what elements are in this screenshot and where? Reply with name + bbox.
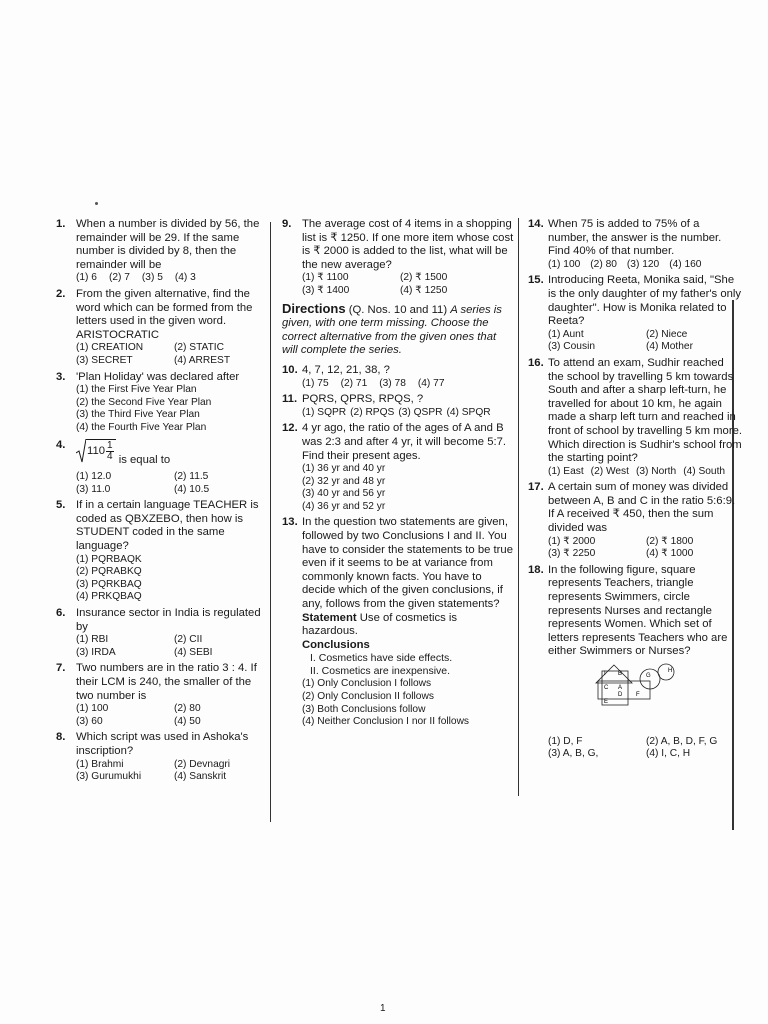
option-4[interactable]: (4) 160 xyxy=(669,258,702,270)
options xyxy=(76,703,262,728)
option-2[interactable]: (2) 71 xyxy=(340,377,368,389)
option-3[interactable]: (3) A, B, G, xyxy=(548,748,599,760)
option-2[interactable]: (2) PQRABKQ xyxy=(76,566,142,578)
question-number: 15. xyxy=(528,274,544,287)
question-text: 'Plan Holiday' was declared after xyxy=(76,370,240,383)
question-11 xyxy=(282,393,514,419)
question-7 xyxy=(56,662,262,728)
question-text: When a number is divided by 56, the remainder will be 29. If the same number is divided by 8, then the remainder will be xyxy=(76,218,260,271)
option-4[interactable]: (4) the Fourth Five Year Plan xyxy=(76,421,207,433)
option-1[interactable]: (1) 100 xyxy=(76,703,109,715)
question-number: 14. xyxy=(528,218,544,230)
option-3[interactable]: (3) Cousin xyxy=(548,341,595,353)
statement-text: Use of cosmetics is hazardous. xyxy=(302,611,458,638)
option-2[interactable]: (2) 80 xyxy=(590,258,617,270)
question-10 xyxy=(282,364,514,390)
radicand xyxy=(86,439,116,462)
option-1[interactable]: (1) SQPR xyxy=(302,406,347,418)
figure-label: D xyxy=(618,692,623,698)
speck xyxy=(95,202,98,205)
option-1[interactable]: (1) PQRBAQK xyxy=(76,553,142,565)
options xyxy=(548,736,742,761)
option-2[interactable]: (2) A, B, D, F, G xyxy=(646,735,718,747)
option-4[interactable]: (4) SEBI xyxy=(174,646,213,658)
question-13 xyxy=(282,516,514,728)
question-8 xyxy=(56,731,262,783)
option-3[interactable]: (3) 11.0 xyxy=(76,483,111,495)
figure-label: B xyxy=(618,671,623,677)
question-4 xyxy=(56,439,262,497)
column-1 xyxy=(56,218,262,787)
question-number: 18. xyxy=(528,563,544,576)
question-2 xyxy=(56,288,262,368)
options xyxy=(302,463,514,513)
directions-block xyxy=(282,302,514,358)
option-3[interactable]: (3) Both Conclusions follow xyxy=(302,703,426,715)
option-4[interactable]: (4) ₹ 1250 xyxy=(400,284,448,296)
option-3[interactable]: (3) 5 xyxy=(141,272,163,284)
question-14 xyxy=(528,218,742,271)
question-number: 10. xyxy=(282,363,298,376)
options xyxy=(548,466,742,479)
question-text: is equal to xyxy=(118,453,171,466)
option-4[interactable]: (4) 3 xyxy=(174,272,196,284)
options xyxy=(548,259,742,272)
option-4[interactable]: (4) SPQR xyxy=(446,406,491,418)
question-text: Which script was used in Ashoka's inscription? xyxy=(76,731,249,757)
question-15 xyxy=(528,274,742,354)
column-divider xyxy=(518,218,519,796)
question-9 xyxy=(282,218,514,298)
question-expression xyxy=(76,439,262,468)
option-1[interactable]: (1) D, F xyxy=(548,735,583,747)
options xyxy=(302,407,514,420)
option-2[interactable]: (2) ₹ 1800 xyxy=(646,535,694,547)
question-number: 3. xyxy=(56,370,66,383)
option-1[interactable]: (1) 6 xyxy=(76,272,97,284)
option-4[interactable]: (4) South xyxy=(683,465,726,477)
figure-label: A xyxy=(618,685,623,691)
option-3[interactable]: (3) 78 xyxy=(379,377,406,389)
question-6 xyxy=(56,607,262,659)
option-1[interactable]: (1) CREATION xyxy=(76,342,144,354)
question-text: Two numbers are in the ratio 3 : 4. If their LCM is 240, the smaller of the two number is xyxy=(76,662,257,702)
options xyxy=(76,554,262,604)
option-2[interactable]: (2) STATIC xyxy=(174,342,224,354)
square-root xyxy=(76,439,116,463)
question-text: In the following figure, square represents Teachers, triangle represents Swimmers, circle represents Nurses and rectangle represents Women. Which set of letters represents Teachers who are either Swimmers or Nurses? xyxy=(548,563,728,658)
options xyxy=(548,536,742,561)
option-2[interactable]: (2) 80 xyxy=(174,703,201,715)
figure-label: H xyxy=(668,668,673,674)
directions-qnos: (Q. Nos. 10 and 11) xyxy=(348,303,448,316)
option-3[interactable]: (3) 120 xyxy=(626,258,660,270)
option-1[interactable]: (1) RBI xyxy=(76,634,109,646)
question-text: If in a certain language TEACHER is coded as QBXZEBO, then how is STUDENT coded in the same language? xyxy=(76,499,259,553)
option-1[interactable]: (1) 36 yr and 40 yr xyxy=(302,463,386,475)
statement xyxy=(302,612,514,639)
question-17 xyxy=(528,481,742,561)
option-4[interactable]: (4) Sanskrit xyxy=(174,771,227,783)
option-2[interactable]: (2) CII xyxy=(174,634,203,646)
options xyxy=(76,634,262,659)
options xyxy=(302,378,514,391)
statement-label: Statement xyxy=(302,611,357,624)
option-1[interactable]: (1) 75 xyxy=(302,377,329,389)
question-number: 17. xyxy=(528,481,544,494)
fraction-denominator: 4 xyxy=(107,451,113,462)
option-4[interactable]: (4) Neither Conclusion I nor II follows xyxy=(302,716,470,728)
question-12 xyxy=(282,422,514,513)
question-text: 4, 7, 12, 21, 38, ? xyxy=(302,363,390,376)
option-4[interactable]: (4) 50 xyxy=(174,715,201,727)
option-2[interactable]: (2) ₹ 1500 xyxy=(400,272,448,284)
conclusions-label: Conclusions xyxy=(302,638,370,651)
directions-label: Directions xyxy=(282,300,346,316)
option-2[interactable]: (2) Only Conclusion II follows xyxy=(302,691,434,702)
option-3[interactable]: (3) 40 yr and 56 yr xyxy=(302,488,386,500)
options xyxy=(548,329,742,354)
option-2[interactable]: (2) 7 xyxy=(108,272,130,284)
option-3[interactable]: (3) the Third Five Year Plan xyxy=(76,409,200,421)
options xyxy=(76,759,262,784)
conclusion-2: II. Cosmetics are inexpensive. xyxy=(310,665,451,678)
option-3[interactable]: (3) IRDA xyxy=(76,646,116,658)
figure-label: E xyxy=(604,699,609,705)
triangle-shape xyxy=(596,665,632,683)
question-text: 4 yr ago, the ratio of the ages of A and B was 2:3 and after 4 yr, it will become 5:7. Find their present ages. xyxy=(302,422,507,462)
question-number: 4. xyxy=(56,438,66,451)
question-number: 9. xyxy=(282,218,292,230)
question-5 xyxy=(56,499,262,604)
question-number: 1. xyxy=(56,218,66,230)
radicand-whole: 110 xyxy=(87,444,106,457)
question-1 xyxy=(56,218,262,285)
option-1[interactable]: (1) ₹ 2000 xyxy=(548,535,596,547)
option-3[interactable]: (3) PQRKBAQ xyxy=(76,578,142,590)
question-number: 2. xyxy=(56,287,66,300)
option-2[interactable]: (2) 11.5 xyxy=(174,471,209,483)
page-number: 1 xyxy=(380,1003,386,1014)
directions-text: A series is given, with one term missing. Choose the correct alternative from the given ones that will complete the series. xyxy=(282,303,502,357)
option-3[interactable]: (3) QSPR xyxy=(398,406,443,418)
question-text: A certain sum of money was divided between A, B and C in the ratio 5:6:9. If A received ₹ 450, then the sum divided was xyxy=(548,481,736,535)
question-number: 11. xyxy=(282,393,298,406)
options xyxy=(302,678,514,728)
given-word: ARISTOCRATIC xyxy=(76,328,160,341)
question-number: 7. xyxy=(56,662,66,675)
question-text: PQRS, QPRS, RPQS, ? xyxy=(302,393,424,406)
option-4[interactable]: (4) PRKQBAQ xyxy=(76,591,142,603)
option-2[interactable]: (2) 32 yr and 48 yr xyxy=(302,475,386,487)
options xyxy=(76,342,262,367)
option-4[interactable]: (4) 36 yr and 52 yr xyxy=(302,500,386,512)
question-text: When 75 is added to 75% of a number, the answer is the number. Find 40% of that number. xyxy=(548,218,722,258)
option-4[interactable]: (4) ₹ 1000 xyxy=(646,548,694,560)
option-1[interactable]: (1) the First Five Year Plan xyxy=(76,384,197,396)
fraction-numerator: 1 xyxy=(107,440,113,451)
option-2[interactable]: (2) Devnagri xyxy=(174,758,231,770)
question-text: The average cost of 4 items in a shopping list is ₹ 1250. If one more item whose cost is ₹ 2000 is added to the list, what will be the new average? xyxy=(302,218,514,271)
option-2[interactable]: (2) West xyxy=(590,465,629,477)
options xyxy=(76,272,262,285)
options xyxy=(76,384,262,434)
option-1[interactable]: (1) 12.0 xyxy=(76,471,112,483)
venn-figure xyxy=(594,663,684,725)
option-4[interactable]: (4) Mother xyxy=(646,341,693,353)
question-text: Introducing Reeta, Monika said, "She is the only daughter of my father's only daughter". How is Monika related to Reeta? xyxy=(548,274,742,328)
question-text: In the question two statements are given, followed by two Conclusions I and II. You have to consider the statements to be true even if it seems to be at variance from commonly known facts. You have to decide which of the given conclusions, if any, follows from the given statements? xyxy=(302,516,514,611)
question-text: From the given alternative, find the word which can be formed from the letters used in the given word. xyxy=(76,287,253,328)
option-1[interactable]: (1) 100 xyxy=(548,258,581,270)
column-divider xyxy=(270,222,271,822)
question-3 xyxy=(56,371,262,435)
question-number: 5. xyxy=(56,499,66,512)
option-3[interactable]: (3) ₹ 1400 xyxy=(302,284,350,296)
option-1[interactable]: (1) Aunt xyxy=(548,328,584,340)
question-18 xyxy=(528,564,742,761)
option-3[interactable]: (3) SECRET xyxy=(76,354,133,366)
figure-label: F xyxy=(636,692,640,698)
question-number: 6. xyxy=(56,607,66,620)
column-3 xyxy=(528,218,742,764)
option-2[interactable]: (2) RPQS xyxy=(350,406,395,418)
question-16 xyxy=(528,357,742,478)
question-text: Insurance sector in India is regulated by xyxy=(76,607,261,633)
option-4[interactable]: (4) 77 xyxy=(417,377,445,389)
option-1[interactable]: (1) Brahmi xyxy=(76,758,124,770)
fraction xyxy=(106,441,114,462)
options xyxy=(302,272,514,297)
option-2[interactable]: (2) Niece xyxy=(646,328,688,340)
figure-label: C xyxy=(604,685,609,691)
option-4[interactable]: (4) 10.5 xyxy=(174,483,210,495)
question-number: 8. xyxy=(56,731,66,744)
question-number: 16. xyxy=(528,356,544,369)
option-3[interactable]: (3) North xyxy=(635,465,677,477)
figure-label: G xyxy=(646,673,651,679)
option-1[interactable]: (1) ₹ 1100 xyxy=(302,272,349,284)
option-1[interactable]: (1) East xyxy=(548,465,584,477)
option-1[interactable]: (1) Only Conclusion I follows xyxy=(302,678,432,690)
option-4[interactable]: (4) I, C, H xyxy=(646,748,691,760)
figure-label: I xyxy=(604,671,606,677)
radical-sign-icon xyxy=(76,439,86,463)
question-number: 12. xyxy=(282,422,298,435)
option-3[interactable]: (3) 60 xyxy=(76,715,103,727)
option-2[interactable]: (2) the Second Five Year Plan xyxy=(76,396,212,408)
options xyxy=(76,471,262,496)
question-text: To attend an exam, Sudhir reached the school by travelling 5 km towards South and after a sharp left-turn, he travelled for about 10 km, he again made a sharp left turn and reached in front of school by travelling 5 km more. Which direction is Sudhir's school from the starting point? xyxy=(548,356,743,465)
option-4[interactable]: (4) ARREST xyxy=(174,354,231,366)
option-3[interactable]: (3) Gurumukhi xyxy=(76,771,142,783)
conclusion-1: I. Cosmetics have side effects. xyxy=(310,652,453,665)
option-3[interactable]: (3) ₹ 2250 xyxy=(548,548,596,560)
question-number: 13. xyxy=(282,516,298,529)
column-2 xyxy=(282,218,514,732)
